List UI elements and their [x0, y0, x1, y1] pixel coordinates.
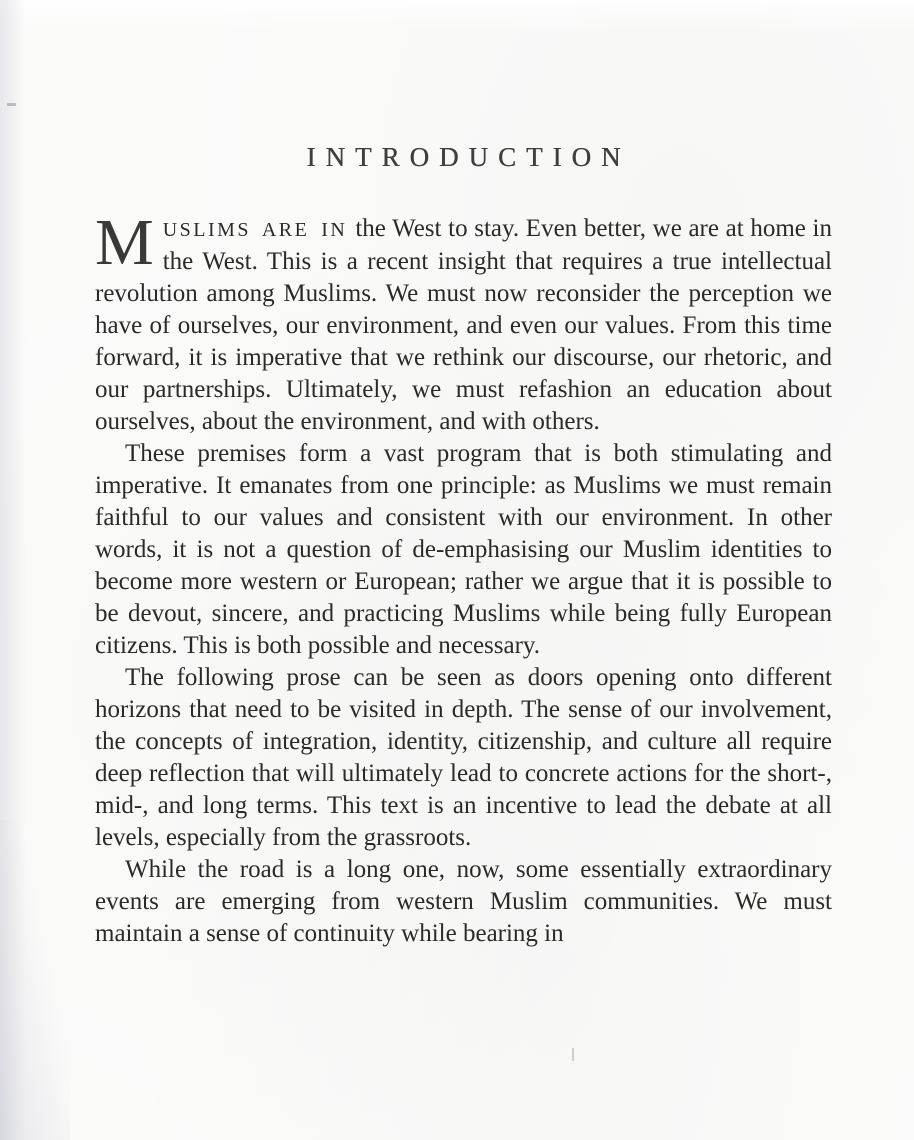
- chapter-title: INTRODUCTION: [306, 142, 631, 172]
- paragraph-2: These premises form a vast program that is both stimulating and imperative. It emanates from one principle: as Muslims we must remain faithful to our values and consistent with our environment. In other words, it is not a question of de-emphasising our Muslim identities to become more western or European; rather we argue that it is possible to be devout, sincere, and practicing Muslims while being fully European citizens. This is both possible and necessary.: [95, 440, 832, 659]
- body-text: [95, 206, 832, 950]
- scan-edge-left-bottom: [0, 820, 70, 1140]
- paragraph-text: the West to stay. Even better, we are at home in the West. This is a recent insight that requires a true intellectual revolution among Muslims. We must now reconsider the perception we have of ourselves, our environment, and even our values. From this time forward, it is imperative that we rethink our discourse, our rhetoric, and our partnerships. Ultimately, we must refashion an education about ourselves, about the environment, and with others.: [95, 215, 832, 435]
- scan-speck: [7, 103, 16, 106]
- small-caps-opener: USLIMS ARE IN: [162, 219, 348, 241]
- paragraph-4: While the road is a long one, now, some essentially extraordinary events are emerging from western Muslim communities. We must maintain a sense of continuity while bearing in: [95, 856, 832, 947]
- page-content: [95, 142, 832, 950]
- scan-edge-top: [0, 0, 914, 30]
- scan-edge-left: [0, 0, 26, 1140]
- drop-cap: M: [95, 206, 154, 279]
- paragraph-1: [95, 206, 832, 438]
- paragraph-3: The following prose can be seen as doors opening onto different horizons that need to be visited in depth. The sense of our involvement, the concepts of integration, identity, citizenship, and culture all require deep reflection that will ultimately lead to concrete actions for the short-, mid-, and long terms. This text is an incentive to lead the debate at all levels, especially from the grassroots.: [95, 664, 832, 851]
- scan-speck: [572, 1048, 574, 1061]
